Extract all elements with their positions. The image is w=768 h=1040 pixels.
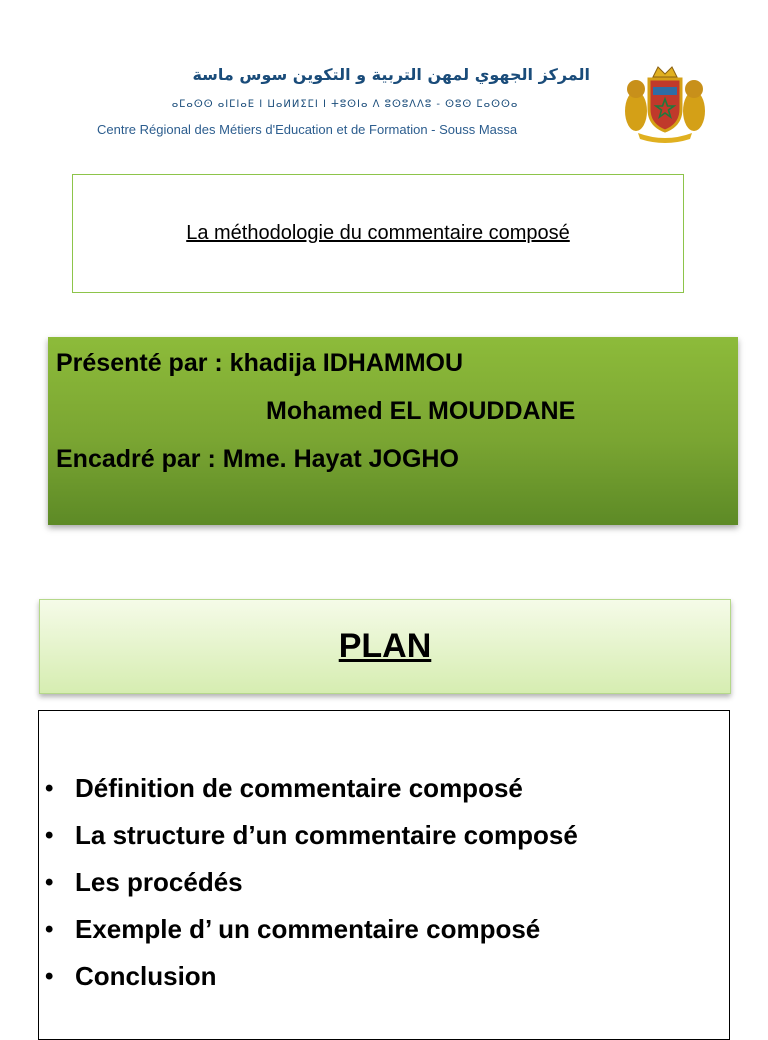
presentation-title-box [72, 174, 684, 293]
presenter-line-1: Présenté par : khadija IDHAMMOU [56, 349, 464, 377]
bullet-icon: • [45, 774, 54, 802]
plan-item-structure [45, 812, 578, 859]
arabic-institution-name: المركز الجهوي لمهن التربية و التكوين سوس ماسة [192, 65, 590, 84]
presenters-panel [48, 337, 738, 525]
plan-item-label: Exemple d’ un commentaire composé [75, 914, 541, 944]
bullet-icon: • [45, 868, 54, 896]
plan-item-label: Les procédés [75, 867, 243, 897]
plan-list-box [38, 710, 730, 1040]
plan-heading-box [39, 599, 731, 694]
presentation-title: La méthodologie du commentaire composé [186, 222, 570, 244]
plan-heading: PLAN [338, 627, 432, 665]
plan-item-label: Conclusion [75, 961, 217, 991]
coat-of-arms-icon [622, 63, 708, 143]
bullet-icon: • [45, 821, 54, 849]
tifinagh-institution-name: ⴰⵎⴰⵙⵙ ⴰⵏⵎⵏⴰⴹ ⵏ ⵡⴰⵍⵍⵉⵎⵏ ⵏ ⵜⵓⵙⵏⴰ ⴷ ⵓⵙⵓⴷⴷⵓ - ⵙⵓⵙ ⵎⴰⵙⵙⴰ [171, 99, 519, 110]
plan-item-procedes [45, 859, 578, 906]
french-institution-name: Centre Régional des Métiers d'Education et de Formation - Souss Massa [97, 122, 518, 137]
bullet-icon: • [45, 915, 54, 943]
plan-item-definition [45, 765, 578, 812]
supervisor-line: Encadré par : Mme. Hayat JOGHO [56, 445, 459, 473]
institution-header [0, 55, 768, 145]
plan-item-exemple [45, 906, 578, 953]
plan-item-conclusion [45, 953, 578, 1000]
bullet-icon: • [45, 962, 54, 990]
plan-list [45, 765, 578, 1000]
plan-item-label: La structure d’un commentaire composé [75, 820, 578, 850]
presenter-line-2: Mohamed EL MOUDDANE [266, 397, 576, 425]
plan-item-label: Définition de commentaire composé [75, 773, 523, 803]
